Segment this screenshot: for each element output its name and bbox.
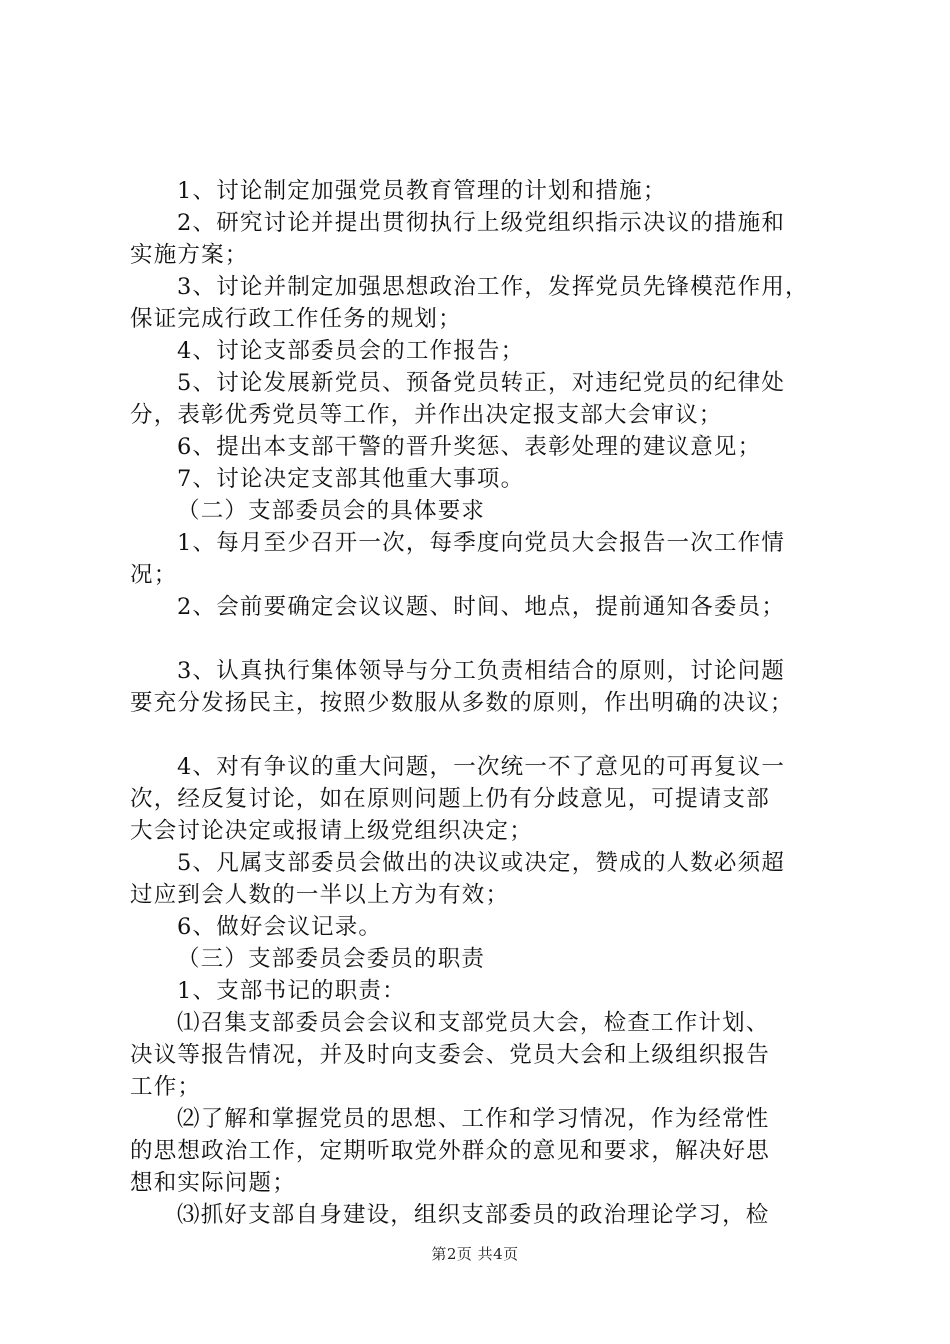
text-line: 想和实际问题； xyxy=(130,1170,296,1196)
text-line: 的思想政治工作，定期听取党外群众的意见和要求，解决好思 xyxy=(130,1138,770,1164)
text-line: 5、凡属支部委员会做出的决议或决定，赞成的人数必须超 xyxy=(177,850,786,876)
section-heading: （二）支部委员会的具体要求 xyxy=(177,498,486,524)
text-line: 次，经反复讨论，如在原则问题上仍有分歧意见，可提请支部 xyxy=(130,786,770,812)
text-line: 保证完成行政工作任务的规划； xyxy=(130,306,462,332)
text-line: 决议等报告情况，并及时向支委会、党员大会和上级组织报告 xyxy=(130,1042,770,1068)
text-line: 5、讨论发展新党员、预备党员转正，对违纪党员的纪律处 xyxy=(177,370,786,396)
text-line: 4、讨论支部委员会的工作报告； xyxy=(177,338,525,364)
section-heading: （三）支部委员会委员的职责 xyxy=(177,946,486,972)
document-body xyxy=(130,175,840,1231)
text-line: 7、讨论决定支部其他重大事项。 xyxy=(177,466,525,492)
text-line: ⑶抓好支部自身建设，组织支部委员的政治理论学习，检 xyxy=(177,1202,770,1228)
text-line: 3、认真执行集体领导与分工负责相结合的原则，讨论问题 xyxy=(177,658,786,684)
page-number-footer: 第2页 共4页 xyxy=(431,1245,519,1263)
text-line: 1、讨论制定加强党员教育管理的计划和措施； xyxy=(177,178,667,204)
text-line: 1、每月至少召开一次，每季度向党员大会报告一次工作情 xyxy=(177,530,786,556)
text-line: ⑴召集支部委员会会议和支部党员大会，检查工作计划、 xyxy=(177,1010,770,1036)
text-line: 3、讨论并制定加强思想政治工作，发挥党员先锋模范作用， xyxy=(177,274,809,300)
text-line: 实施方案； xyxy=(130,242,249,268)
text-line: 4、对有争议的重大问题，一次统一不了意见的可再复议一 xyxy=(177,754,786,780)
text-line: 工作； xyxy=(130,1074,202,1100)
text-line: 况； xyxy=(130,562,178,588)
blank-line xyxy=(130,719,840,751)
text-line: 过应到会人数的一半以上方为有效； xyxy=(130,882,510,908)
text-line: 大会讨论决定或报请上级党组织决定； xyxy=(130,818,533,844)
text-line: ⑵了解和掌握党员的思想、工作和学习情况，作为经常性 xyxy=(177,1106,770,1132)
text-line: 1、支部书记的职责： xyxy=(177,978,406,1004)
text-line: 6、做好会议记录。 xyxy=(177,914,383,940)
text-line: 要充分发扬民主，按照少数服从多数的原则，作出明确的决议； xyxy=(130,690,794,716)
text-line: 6、提出本支部干警的晋升奖惩、表彰处理的建议意见； xyxy=(177,434,762,460)
text-line: 2、研究讨论并提出贯彻执行上级党组织指示决议的措施和 xyxy=(177,210,786,236)
blank-line xyxy=(130,623,840,655)
text-line: 分，表彰优秀党员等工作，并作出决定报支部大会审议； xyxy=(130,402,723,428)
text-line: 2、会前要确定会议议题、时间、地点，提前通知各委员； xyxy=(177,594,786,620)
